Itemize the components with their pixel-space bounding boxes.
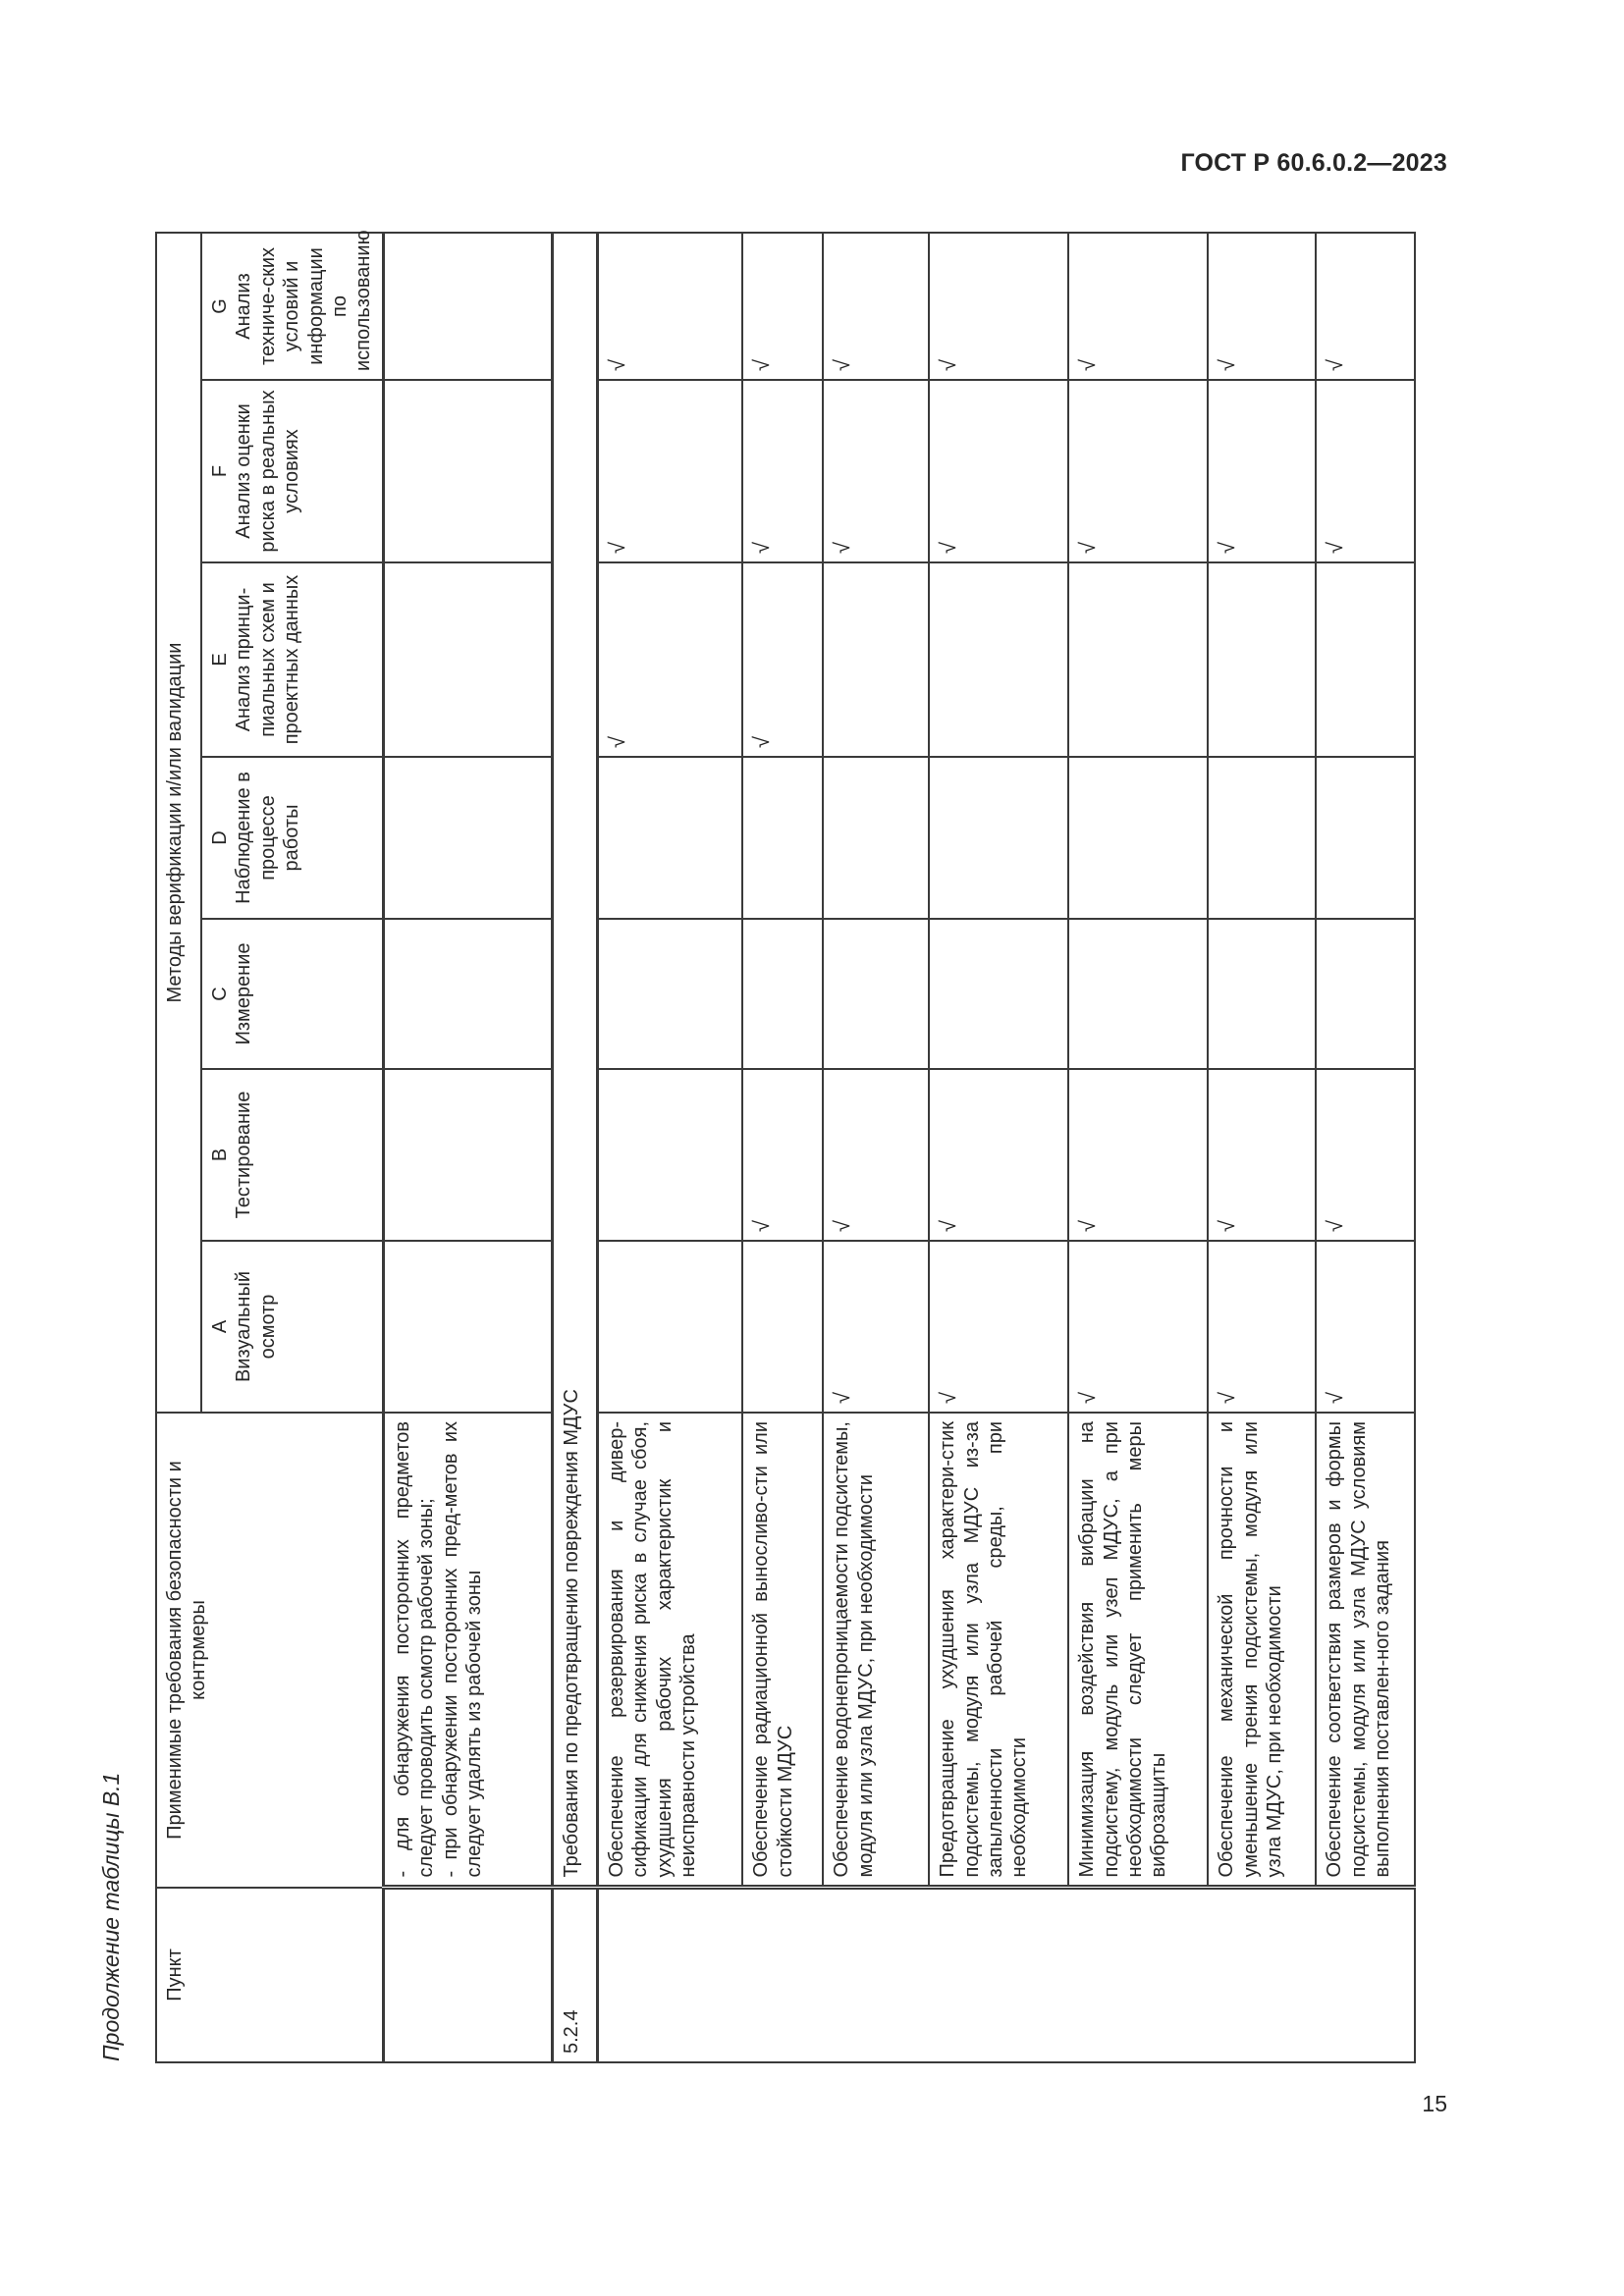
check-mark: √ <box>1068 1069 1208 1241</box>
method-d-header <box>201 757 383 919</box>
check-mark: √ <box>1068 1241 1208 1413</box>
check-mark: √ <box>742 233 823 380</box>
check-mark: √ <box>742 380 823 562</box>
mark-cell <box>383 1241 552 1413</box>
table-row <box>1068 233 1208 2062</box>
requirement-text: Обеспечение механической прочности и уменьшение трения подсистемы, модуля или узла МДУС, при необходимости <box>1208 1413 1316 1888</box>
check-mark <box>1068 919 1208 1069</box>
requirement-text: Обеспечение радиационной выносливо-сти или стойкости МДУС <box>742 1413 823 1888</box>
check-mark: √ <box>1316 1241 1415 1413</box>
method-g-letter: G <box>209 298 231 314</box>
check-mark <box>929 562 1068 757</box>
method-g-title: Анализ техниче-ских условий и информации по использованию <box>233 230 375 371</box>
mark-cell <box>383 919 552 1069</box>
mark-cell <box>383 1069 552 1241</box>
table-row <box>597 233 742 2062</box>
check-mark <box>1208 757 1316 919</box>
check-mark: √ <box>1316 1069 1415 1241</box>
method-g-header <box>201 230 383 380</box>
check-mark: √ <box>1208 380 1316 562</box>
check-mark: √ <box>823 233 929 380</box>
check-mark <box>597 1069 742 1241</box>
check-mark <box>1316 919 1415 1069</box>
check-mark <box>823 919 929 1069</box>
mark-cell <box>383 233 552 380</box>
method-b-header <box>201 1069 383 1241</box>
method-c-header <box>201 919 383 1069</box>
check-mark <box>1208 919 1316 1069</box>
requirement-text: Обеспечение соответствия размеров и формы подсистемы, модуля или узла МДУС условиям выполнения поставлен-ного задания <box>1316 1413 1415 1888</box>
check-mark <box>929 757 1068 919</box>
check-mark <box>597 919 742 1069</box>
check-mark: √ <box>742 562 823 757</box>
requirement-text: Обеспечение водонепроницаемости подсистемы, модуля или узла МДУС, при необходимости <box>823 1413 929 1888</box>
method-d-title: Наблюдение в процессе работы <box>233 772 303 904</box>
check-mark: √ <box>823 380 929 562</box>
table-row <box>742 233 823 2062</box>
method-f-title: Анализ оценки риска в реальных условиях <box>233 390 303 553</box>
check-mark: √ <box>1208 1241 1316 1413</box>
method-c-letter: C <box>209 987 231 1001</box>
header-punkt: Пункт <box>156 1888 383 2062</box>
method-b-letter: B <box>209 1148 231 1162</box>
section-title: Требования по предотвращению повреждения МДУС <box>552 233 597 1888</box>
check-mark <box>597 757 742 919</box>
method-d-letter: D <box>209 830 231 845</box>
header-requirements: Применимые требования безопасности и контрмеры <box>156 1413 383 1888</box>
check-mark: √ <box>929 233 1068 380</box>
method-f-letter: F <box>209 464 231 478</box>
verification-methods-table <box>155 232 1416 2063</box>
page-number: 15 <box>1422 2091 1447 2116</box>
check-mark <box>1068 562 1208 757</box>
header-methods-group: Методы верификации и/или валидации <box>156 233 201 1413</box>
section-item-number: 5.2.4 <box>552 1888 597 2062</box>
item-cell <box>597 1888 1415 2062</box>
mark-cell <box>383 757 552 919</box>
check-mark: √ <box>1068 233 1208 380</box>
check-mark: √ <box>597 562 742 757</box>
check-mark <box>742 919 823 1069</box>
check-mark: √ <box>1316 380 1415 562</box>
check-mark: √ <box>1316 233 1415 380</box>
check-mark <box>823 757 929 919</box>
check-mark <box>742 757 823 919</box>
rotated-table-wrapper <box>155 230 1416 2063</box>
requirement-text: Минимизация воздействия вибрации на подсистему, модуль или узел МДУС, а при необходимости следует применить меры виброзащиты <box>1068 1413 1208 1888</box>
method-e-letter: E <box>209 653 231 667</box>
section-row <box>552 233 597 2062</box>
method-a-header <box>201 1241 383 1413</box>
check-mark: √ <box>929 1241 1068 1413</box>
check-mark <box>1068 757 1208 919</box>
mark-cell <box>383 562 552 757</box>
requirement-text: Предотвращение ухудшения характери-стик подсистемы, модуля или узла МДУС из-за запыленности рабочей среды, при необходимости <box>929 1413 1068 1888</box>
check-mark: √ <box>929 380 1068 562</box>
check-mark: √ <box>929 1069 1068 1241</box>
table-row <box>383 233 552 2062</box>
check-mark <box>929 919 1068 1069</box>
method-f-header <box>201 380 383 562</box>
method-e-title: Анализ принци-пиальных схем и проектных данных <box>233 574 303 745</box>
table-row <box>929 233 1068 2062</box>
check-mark: √ <box>1208 1069 1316 1241</box>
method-c-title: Измерение <box>233 942 255 1045</box>
table-row <box>1208 233 1316 2062</box>
check-mark <box>597 1241 742 1413</box>
mark-cell <box>383 380 552 562</box>
check-mark: √ <box>823 1241 929 1413</box>
check-mark <box>823 562 929 757</box>
method-b-title: Тестирование <box>233 1091 255 1219</box>
requirement-text: Обеспечение резервирования и дивер-сификации для снижения риска в случае сбоя, ухудшения рабочих характеристик и неисправности устройства <box>597 1413 742 1888</box>
check-mark <box>742 1241 823 1413</box>
requirement-text: - для обнаружения посторонних предметов следует проводить осмотр рабочей зоны; - при обнаружении посторонних пред-метов их следует удалять из рабочей зоны <box>383 1413 552 1888</box>
check-mark: √ <box>597 380 742 562</box>
method-e-header <box>201 562 383 757</box>
check-mark: √ <box>742 1069 823 1241</box>
check-mark <box>1316 562 1415 757</box>
table-row <box>1316 233 1415 2062</box>
check-mark: √ <box>1208 233 1316 380</box>
method-a-letter: A <box>209 1319 231 1334</box>
check-mark: √ <box>597 233 742 380</box>
check-mark: √ <box>1068 380 1208 562</box>
check-mark <box>1316 757 1415 919</box>
method-a-title: Визуальный осмотр <box>233 1270 279 1383</box>
check-mark <box>1208 562 1316 757</box>
table-row <box>823 233 929 2062</box>
table-continuation-caption: Продолжение таблицы В.1 <box>98 1772 124 2061</box>
check-mark: √ <box>823 1069 929 1241</box>
item-cell <box>383 1888 552 2062</box>
standard-code: ГОСТ Р 60.6.0.2—2023 <box>1180 149 1447 177</box>
